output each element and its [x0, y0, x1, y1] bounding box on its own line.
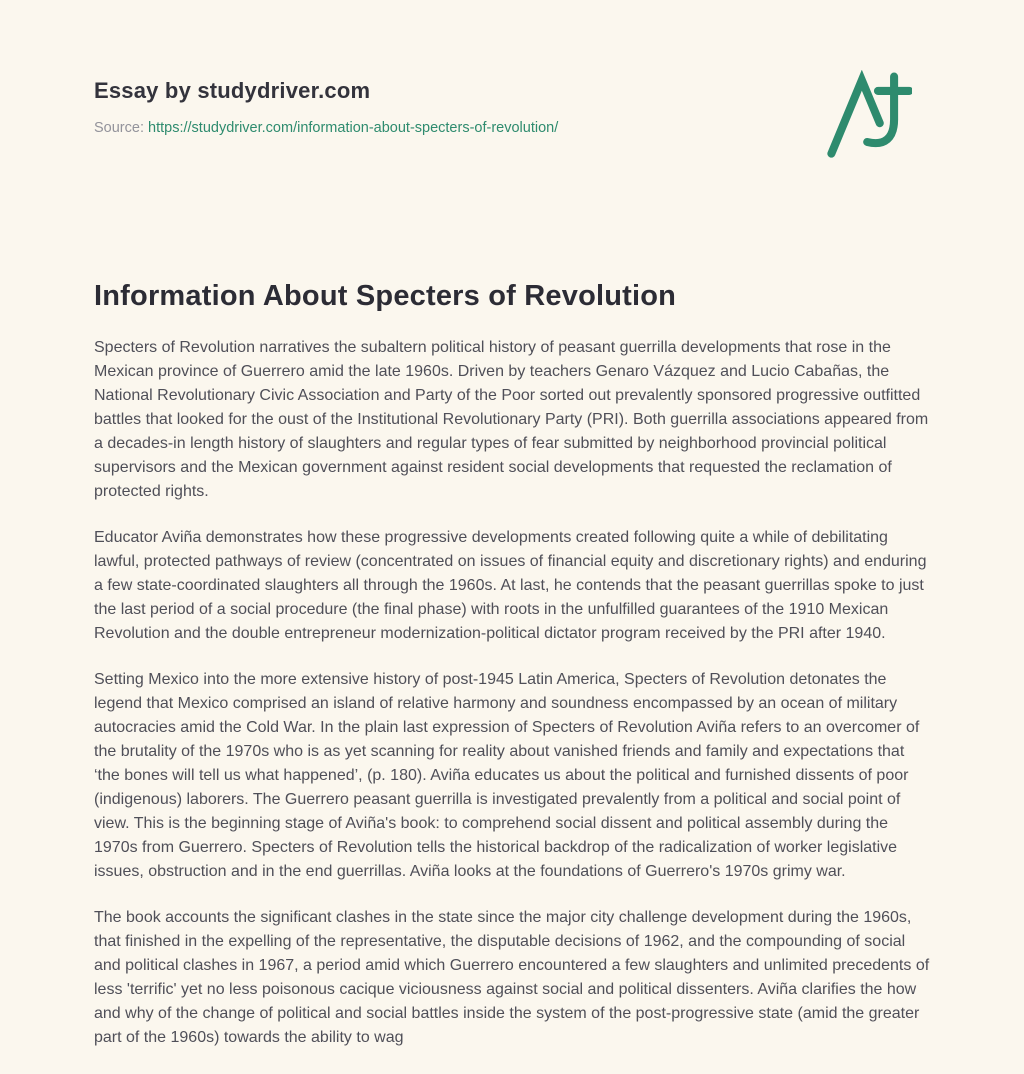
article-body — [94, 336, 930, 1050]
source-line — [94, 120, 558, 136]
source-label: Source: — [94, 120, 144, 136]
header-left — [94, 78, 558, 136]
article-paragraph: The book accounts the significant clashes in the state since the major city challenge development during the 1960s, that finished in the expelling of the representative, the disputable decisions of 1962, and the compounding of social and political clashes in 1967, a period amid which Guerrero encountered a few slaughters and unlimited precedents of less 'terrific' yet no less poisonous cacique viciousness against social and political dissenters. Aviña clarifies the how and why of the change of political and social battles inside the system of the post-progressive state (amid the greater part of the 1960s) towards the ability to wag — [94, 909, 930, 1046]
article-paragraph: Educator Aviña demonstrates how these progressive developments created following quite a while of debilitating lawful, protected pathways of review (concentrated on issues of financial equity and discretionary rights) and enduring a few state-coordinated slaughters all through the 1960s. At last, he contends that the peasant guerrillas spoke to just the last period of a social procedure (the final phase) with roots in the unfulfilled guarantees of the 1910 Mexican Revolution and the double entrepreneur modernization-political dictator program received by the PRI after 1940. — [94, 529, 927, 642]
brand-title: Essay by studydriver.com — [94, 78, 371, 103]
article-title: Information About Specters of Revolution — [94, 280, 677, 312]
article-paragraph: Specters of Revolution narratives the subaltern political history of peasant guerrilla developments that rose in the Mexican province of Guerrero amid the late 1960s. Driven by teachers Genaro Vázquez and Lucio Cabañas, the National Revolutionary Civic Association and Party of the Poor sorted out prevalently sponsored progressive outfitted battles that looked for the oust of the Institutional Revolutionary Party (PRI). Both guerrilla associations appeared from a decades-in length history of slaughters and regular types of fear submitted by neighborhood provincial political supervisors and the Mexican government against resident social developments that requested the reclamation of protected rights. — [94, 339, 929, 500]
studydriver-logo-icon — [826, 70, 912, 162]
source-url-link[interactable]: https://studydriver.com/information-about-specters-of-revolution/ — [148, 120, 559, 136]
article-paragraph: Setting Mexico into the more extensive history of post-1945 Latin America, Specters of Revolution detonates the legend that Mexico comprised an island of relative harmony and soundness encompassed by an ocean of military autocracies amid the Cold War. In the plain last expression of Specters of Revolution Aviña refers to an overcomer of the brutality of the 1970s who is as yet scanning for reality about vanished friends and family and expectations that ‘the bones will tell us what happened’, (p. 180). Aviña educates us about the political and furnished dissents of poor (indigenous) laborers. The Guerrero peasant guerrilla is investigated prevalently from a political and social point of view. This is the beginning stage of Aviña's book: to comprehend social dissent and political assembly during the 1970s from Guerrero. Specters of Revolution tells the historical backdrop of the radicalization of worker legislative issues, obstruction and in the end guerrillas. Aviña looks at the foundations of Guerrero's 1970s grimy war. — [94, 671, 920, 880]
essay-page — [94, 0, 930, 1050]
page-header — [94, 78, 930, 162]
